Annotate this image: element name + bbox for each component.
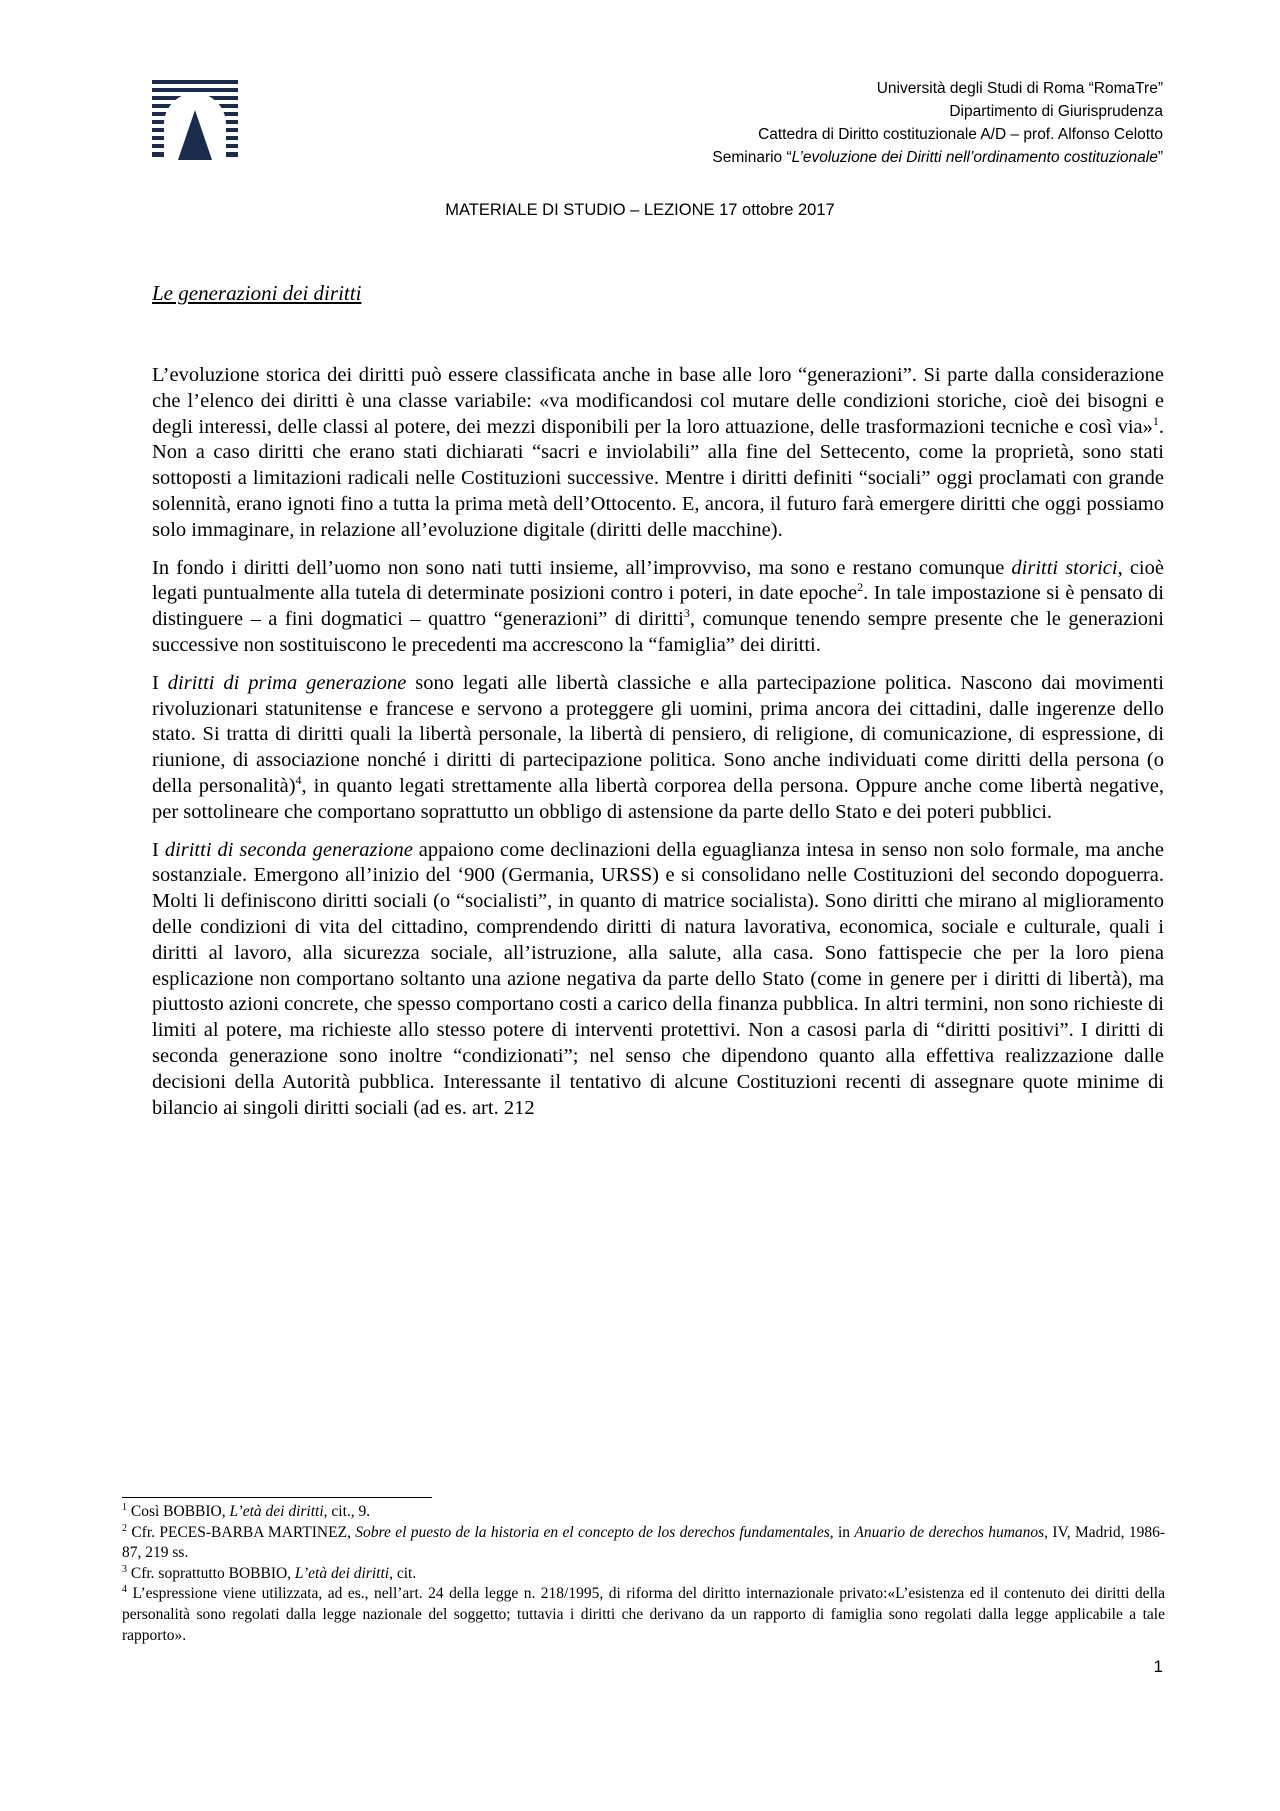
chair-name: Cattedra di Diritto costituzionale A/D – prof. Alfonso Celotto <box>758 126 1163 143</box>
footnote-separator <box>122 1497 432 1498</box>
paragraph-4: I diritti di seconda generazione appaiono come declinazioni della eguaglianza intesa in senso non solo formale, ma anche sostanziale. Emergono all’inizio del ‘900 (Germania, URSS) e si consolidano nelle Costituzioni del secondo dopoguerra. Molti li definiscono diritti sociali (o “socialisti”, in quanto di matrice socialista). Sono diritti che mirano al miglioramento delle condizioni di vita del cittadino, comprendendo diritti di natura lavorativa, economica, sociale e culturale, quali i diritti al lavoro, alla sicurezza sociale, all’istruzione, alla salute, alla casa. Sono fattispecie che per la loro piena esplicazione non comportano soltanto una azione negativa da parte dello Stato (come in genere per i diritti di libertà), ma piuttosto azioni concrete, che spesso comportano costi a carico della finanza pubblica. In altri termini, non sono richieste di limiti al potere, ma richieste allo stesso potere di interventi protettivi. Non a casosi parla di “diritti positivi”. I diritti di seconda generazione sono inoltre “condizionati”; nel senso che dipendono quanto alla effettiva realizzazione dalle decisioni della Autorità pubblica. Interessante il tentativo di alcune Costituzioni recenti di assegnare quote minime di bilancio ai singoli diritti sociali (ad es. art. 212 <box>152 838 1164 1119</box>
footnote-4: $^4$ L’espressione viene utilizzata, ad es., nell’art. 24 della legge n. 218/1995, di riforma del diritto internazionale privato:«L’esistenza ed il contenuto dei diritti della personalità sono regolati dalla legge nazionale del soggetto; tuttavia i diritti che derivano da un rapporto di famiglia sono regolati dalla legge applicabile a tale rapporto». <box>122 1584 1165 1644</box>
department-name: Dipartimento di Giurisprudenza <box>949 103 1163 120</box>
logo-arch-icon <box>152 80 238 160</box>
footnote-ref-3[interactable]: 3 <box>683 606 690 621</box>
university-logo <box>152 80 238 160</box>
paragraph-1: L’evoluzione storica dei diritti può essere classificata anche in base alle loro “generazioni”. Si parte dalla considerazione che l’elenco dei diritti è una classe variabile: «va modificandosi col mutare delle condizioni storiche, cioè dei bisogni e degli interessi, delle classi al potere, dei mezzi disponibili per la loro attuazione, delle trasformazioni tecniche e così via»$^1$. Non a caso diritti che erano stati dichiarati “sacri e inviolabili” alla fine del Settecento, come la proprietà, sono stati sottoposti a limitazioni radicali nelle Costituzioni successive. Mentre i diritti definiti “sociali” oggi proclamati con grande solennità, erano ignoti fino a tutta la prima metà dell’Ottocento. E, ancora, il futuro farà emergere diritti che oggi possiamo solo immaginare, in relazione all’evoluzione digitale (diritti delle macchine). <box>152 364 1164 541</box>
document-subtitle: MATERIALE DI STUDIO – LEZIONE 17 ottobre 2017 <box>445 201 835 219</box>
footnote-3: $^3$ Cfr. soprattutto BOBBIO, L’età dei diritti, cit. <box>122 1563 417 1582</box>
seminar-title: L’evoluzione dei Diritti nell’ordinamento costituzionale <box>791 149 1158 166</box>
footnote-ref-2[interactable]: 2 <box>857 580 864 595</box>
page-number: 1 <box>1153 1657 1163 1676</box>
footnote-ref-4[interactable]: 4 <box>295 773 302 788</box>
footnotes <box>122 1502 1165 1646</box>
footnote-1: $^1$ Così BOBBIO, L’età dei diritti, cit., 9. <box>122 1501 371 1520</box>
footnote-ref-1[interactable]: 1 <box>1152 413 1159 428</box>
paragraph-2: In fondo i diritti dell’uomo non sono nati tutti insieme, all’improvviso, ma sono e restano comunque diritti storici, cioè legati puntualmente alla tutela di determinate posizioni contro i poteri, in date epoche$^2$. In tale impostazione si è pensato di distinguere – a fini dogmatici – quattro “generazioni” di diritti$^3$, comunque tenendo sempre presente che le generazioni successive non sostituiscono le precedenti ma accrescono la “famiglia” dei diritti. <box>152 556 1165 656</box>
section-title: Le generazioni dei diritti <box>152 281 362 305</box>
institution-header <box>443 77 1163 169</box>
university-name: Università degli Studi di Roma “RomaTre” <box>876 80 1163 97</box>
footnote-2: $^2$ Cfr. PECES-BARBA MARTINEZ, Sobre el puesto de la historia en el concepto de los derechos fundamentales, in Anuario de derechos humanos, IV, Madrid, 1986-87, 219 ss. <box>122 1522 1165 1562</box>
seminar-line: Seminario “L’evoluzione dei Diritti nell’ordinamento costituzionale” <box>712 149 1163 166</box>
document-body <box>152 363 1164 1133</box>
paragraph-3: I diritti di prima generazione sono legati alle libertà classiche e alla partecipazione politica. Nascono dai movimenti rivoluzionari statunitense e francese e servono a proteggere gli uomini, prima ancora dei cittadini, dalle ingerenze dello stato. Si tratta di diritti quali la libertà personale, la libertà di pensiero, di religione, di comunicazione, di espressione, di riunione, di associazione nonché i diritti di partecipazione politica. Sono anche individuati come diritti della persona (o della personalità)$^4$, in quanto legati strettamente alla libertà corporea della persona. Oppure anche come libertà negative, per sottolineare che comportano soprattutto un obbligo di astensione da parte dello Stato e dei poteri pubblici. <box>152 671 1164 823</box>
